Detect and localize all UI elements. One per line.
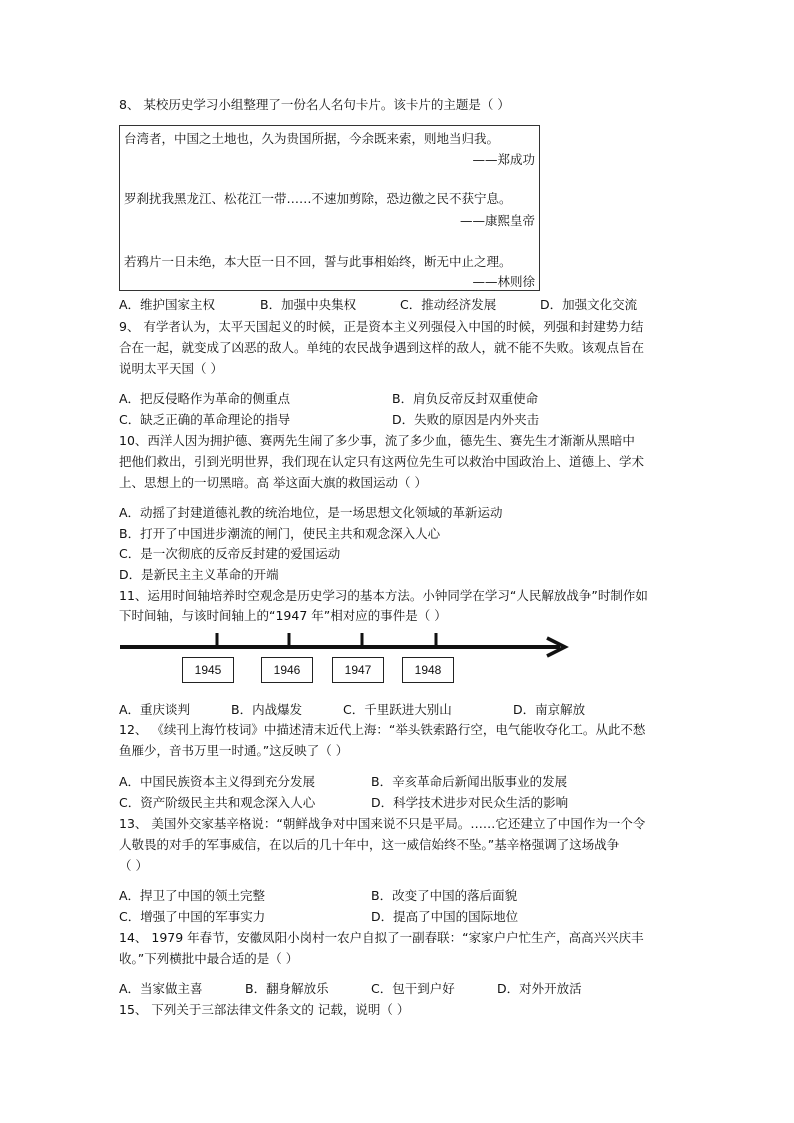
q9-stem-line: 9、 有学者认为，太平天国起义的时候，正是资本主义列强侵入中国的时候，列强和封建势力结 (119, 319, 644, 334)
q12-option-b[interactable]: B．辛亥革命后新闻出版事业的发展 (371, 774, 568, 789)
q11-option-b[interactable]: B．内战爆发 (231, 702, 303, 717)
q15-stem: 15、 下列关于三部法律文件条文的 记载，说明（ ） (119, 1002, 410, 1017)
q10-stem-line: 把他们救出，引到光明世界，我们现在认定只有这两位先生可以救治中国政治上、道德上、学术 (119, 454, 645, 469)
q13-stem-line: 人敬畏的对手的军事威信，在以后的几十年中，这一威信始终不坠。”基辛格强调了这场战争 (119, 837, 620, 852)
q12-stem-line: 鱼雁少，音书万里一时通。”这反映了（ ） (119, 743, 349, 758)
timeline-year-box: 1946 (261, 657, 313, 683)
quote-author: ——康熙皇帝 (459, 213, 535, 228)
q14-option-c[interactable]: C．包干到户好 (371, 981, 455, 996)
timeline-year-box: 1947 (332, 657, 384, 683)
q8-option-c[interactable]: C．推动经济发展 (400, 297, 497, 312)
q14-stem-line: 14、 1979 年春节，安徽凤阳小岗村一农户自拟了一副春联：“家家户户忙生产，高高兴兴庆丰 (119, 930, 644, 945)
q14-stem-line: 收。”下列横批中最合适的是（ ） (119, 951, 299, 966)
q10-option-c[interactable]: C．是一次彻底的反帝反封建的爱国运动 (119, 546, 341, 561)
q8-option-a[interactable]: A．维护国家主权 (119, 297, 216, 312)
q10-stem-line: 10、西洋人因为拥护德、赛两先生闹了多少事，流了多少血，德先生、赛先生才渐渐从黑暗中 (119, 433, 635, 448)
q8-quote-card (119, 125, 540, 291)
quote-author: ——林则徐 (472, 274, 535, 289)
timeline-year-box: 1948 (402, 657, 454, 683)
q9-option-b[interactable]: B．肩负反帝反封双重使命 (392, 391, 539, 406)
q13-option-a[interactable]: A．捍卫了中国的领土完整 (119, 888, 266, 903)
q9-option-d[interactable]: D．失败的原因是内外夹击 (392, 412, 540, 427)
q10-stem-line: 上、思想上的一切黑暗。高 举这面大旗的救国运动（ ） (119, 475, 427, 490)
q8-option-d[interactable]: D．加强文化交流 (540, 297, 638, 312)
q14-option-a[interactable]: A．当家做主喜 (119, 981, 203, 996)
q9-stem-line: 说明太平天国（ ） (119, 361, 223, 376)
q13-stem-line: （ ） (119, 858, 148, 873)
timeline-year-box: 1945 (182, 657, 234, 683)
quote-text: 罗刹扰我黑龙江、松花江一带……不速加剪除，恐边徼之民不获宁息。 (124, 191, 512, 206)
q10-option-a[interactable]: A．动摇了封建道德礼教的统治地位，是一场思想文化领域的革新运动 (119, 505, 503, 520)
quote-text: 台湾者，中国之土地也，久为贵国所据，今余既来索，则地当归我。 (124, 131, 500, 146)
q9-stem-line: 合在一起，就变成了凶恶的敌人。单纯的农民战争遇到这样的敌人，就不能不失败。该观点旨在 (119, 340, 645, 355)
q12-option-c[interactable]: C．资产阶级民主共和观念深入人心 (119, 795, 316, 810)
q12-stem-line: 12、 《续刊上海竹枝词》中描述清末近代上海：“举头铁索路行空，电气能收夺化工。从此不愁 (119, 722, 646, 737)
q10-option-b[interactable]: B．打开了中国进步潮流的闸门，使民主共和观念深入人心 (119, 526, 441, 541)
q11-option-d[interactable]: D．南京解放 (513, 702, 586, 717)
q13-option-b[interactable]: B．改变了中国的落后面貌 (371, 888, 518, 903)
q11-stem-line: 11、运用时间轴培养时空观念是历史学习的基本方法。小钟同学在学习“人民解放战争”时制作如 (119, 588, 648, 603)
q11-option-a[interactable]: A．重庆谈判 (119, 702, 191, 717)
q9-option-a[interactable]: A．把反侵略作为革命的侧重点 (119, 391, 291, 406)
q14-option-b[interactable]: B．翻身解放乐 (245, 981, 329, 996)
q10-option-d[interactable]: D．是新民主主义革命的开端 (119, 567, 279, 582)
timeline-axis (115, 630, 575, 660)
q14-option-d[interactable]: D．对外开放活 (497, 981, 582, 996)
q12-option-a[interactable]: A．中国民族资本主义得到充分发展 (119, 774, 316, 789)
q11-stem-line: 下时间轴，与该时间轴上的“1947 年”相对应的事件是（ ） (119, 608, 447, 623)
quote-text: 若鸦片一日未绝，本大臣一日不回，誓与此事相始终，断无中止之理。 (124, 254, 512, 269)
q12-option-d[interactable]: D．科学技术进步对民众生活的影响 (371, 795, 569, 810)
q8-stem: 8、 某校历史学习小组整理了一份名人名句卡片。该卡片的主题是（ ） (119, 97, 510, 112)
q13-option-d[interactable]: D．提高了中国的国际地位 (371, 909, 519, 924)
q11-option-c[interactable]: C．千里跃进大别山 (343, 702, 452, 717)
q13-option-c[interactable]: C．增强了中国的军事实力 (119, 909, 266, 924)
q9-option-c[interactable]: C．缺乏正确的革命理论的指导 (119, 412, 291, 427)
q8-option-b[interactable]: B．加强中央集权 (260, 297, 357, 312)
quote-author: ——郑成功 (472, 152, 535, 167)
q13-stem-line: 13、 美国外交家基辛格说：“朝鲜战争对中国来说不只是平局。……它还建立了中国作为一个令 (119, 816, 646, 831)
